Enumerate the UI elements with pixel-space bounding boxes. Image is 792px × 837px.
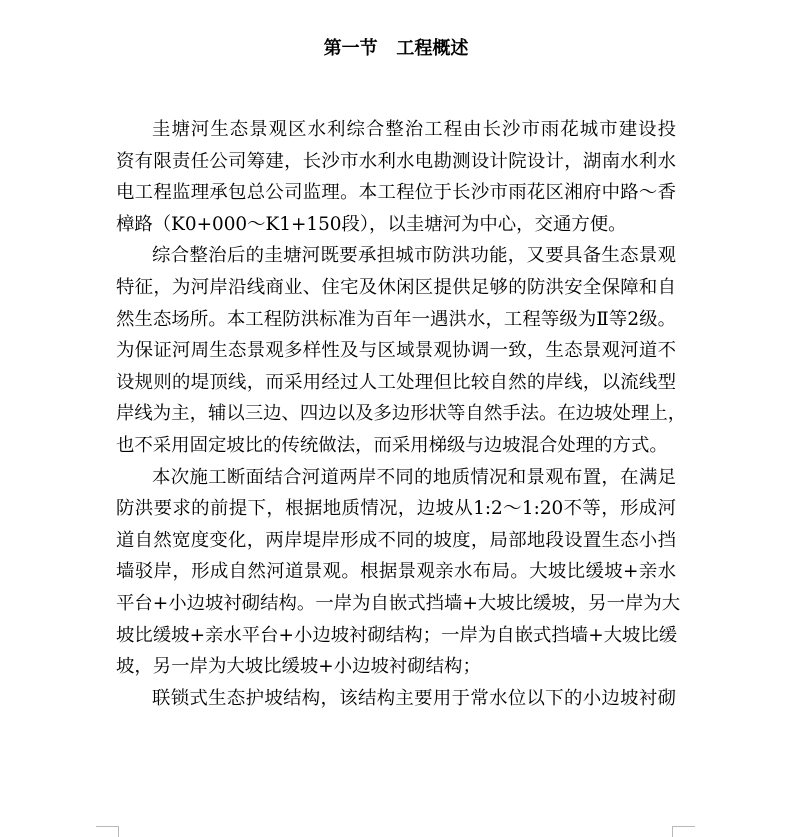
text-line: 综合整治后的圭塘河既要承担城市防洪功能，又要具备生态景观 bbox=[152, 245, 676, 267]
page-corner-mark-left bbox=[96, 826, 119, 837]
text-line: 坡，另一岸为大坡比缓坡+小边坡衬砌结构； bbox=[116, 656, 481, 678]
text-line: 道自然宽度变化，两岸堤岸形成不同的坡度，局部地段设置生态小挡 bbox=[116, 529, 676, 551]
section-title: 第一节 工程概述 bbox=[323, 38, 469, 59]
text-line: 联锁式生态护坡结构，该结构主要用于常水位以下的小边坡衬砌 bbox=[152, 687, 676, 709]
text-line: 圭塘河生态景观区水利综合整治工程由长沙市雨花城市建设投 bbox=[152, 119, 676, 140]
text-line: 为保证河周生态景观多样性及与区域景观协调一致，生态景观河道不 bbox=[116, 340, 676, 362]
text-line: 平台+小边坡衬砌结构。一岸为自嵌式挡墙+大坡比缓坡，另一岸为大 bbox=[116, 592, 681, 614]
text-line: 设规则的堤顶线，而采用经过人工处理但比较自然的岸线，以流线型 bbox=[116, 371, 676, 393]
text-line: 岸线为主，辅以三边、四边以及多边形状等自然手法。在边坡处理上， bbox=[116, 403, 687, 425]
text-line: 然生态场所。本工程防洪标准为百年一遇洪水，工程等级为Ⅱ等2级。 bbox=[116, 308, 676, 330]
body-text bbox=[116, 114, 687, 714]
text-line: 本次施工断面结合河道两岸不同的地质情况和景观布置，在满足 bbox=[152, 466, 676, 488]
text-line: 特征，为河岸沿线商业、住宅及休闲区提供足够的防洪安全保障和自 bbox=[116, 276, 676, 298]
text-line: 资有限责任公司筹建，长沙市水利水电勘测设计院设计，湖南水利水 bbox=[116, 150, 676, 172]
text-line: 也不采用固定坡比的传统做法，而采用梯级与边坡混合处理的方式。 bbox=[116, 434, 668, 456]
text-line: 防洪要求的前提下，根据地质情况，边坡从1:2～1:20不等，形成河 bbox=[116, 498, 676, 520]
text-line: 电工程监理承包总公司监理。本工程位于长沙市雨花区湘府中路～香 bbox=[116, 182, 676, 204]
page-corner-mark-right bbox=[672, 826, 695, 837]
text-line: 墙驳岸，形成自然河道景观。根据景观亲水布局。大坡比缓坡+亲水 bbox=[116, 561, 676, 583]
text-line: 坡比缓坡+亲水平台+小边坡衬砌结构；一岸为自嵌式挡墙+大坡比缓 bbox=[116, 624, 678, 646]
text-line: 樟路（K0+000～K1+150段），以圭塘河为中心，交通方便。 bbox=[116, 213, 627, 235]
